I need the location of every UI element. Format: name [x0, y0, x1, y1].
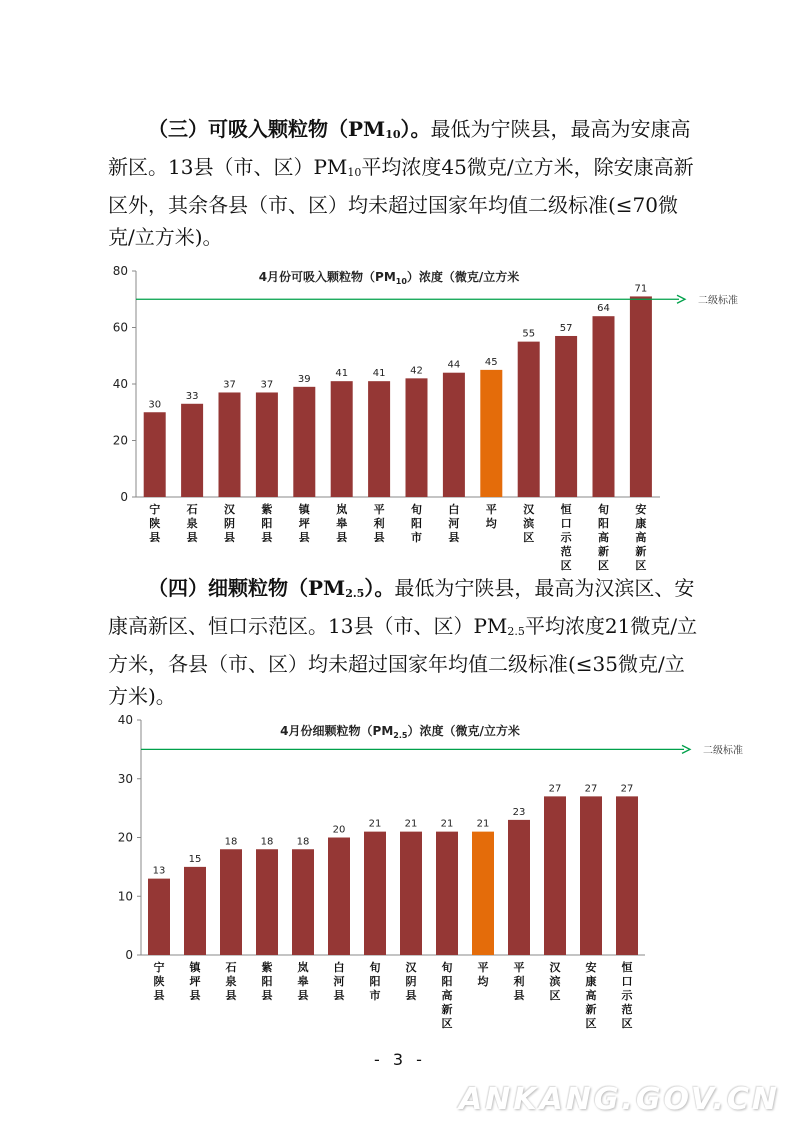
- pm25-category-label: 旬阳市: [369, 961, 381, 1002]
- pm10-data-label: 42: [410, 365, 423, 377]
- pm25-y-tick-label: 20: [117, 830, 133, 845]
- pm10-data-label: 41: [335, 368, 349, 380]
- pm25-data-label: 13: [152, 865, 166, 877]
- pm25-bar: [220, 849, 242, 955]
- pm25-bar: [436, 832, 458, 955]
- pm25-y-tick-label: 10: [117, 889, 133, 904]
- pm10-y-tick-label: 20: [112, 433, 128, 448]
- pm25-data-label: 21: [368, 818, 382, 830]
- pm25-category-label: 石泉县: [225, 961, 237, 1002]
- page-number: - 3 -: [374, 1050, 426, 1069]
- pm25-chart-title: 4月份细颗粒物$(PM_{2.5})$浓度（微克/立方米: [280, 724, 520, 740]
- pm10-data-label: 71: [634, 283, 648, 295]
- pm10-category-label: 镇坪县: [298, 503, 310, 544]
- pm25-bar: [544, 796, 566, 955]
- pm10-data-label: 45: [484, 356, 498, 368]
- pm10-category-label: 石泉县: [186, 503, 198, 544]
- pm10-category-label: 平利县: [373, 503, 385, 544]
- pm10-category-label: 平均: [485, 503, 497, 530]
- pm25-category-label: 岚皋县: [297, 961, 309, 1002]
- pm25-category-label: 汉滨区: [549, 961, 561, 1002]
- pm25-category-label: 宁陕县: [153, 961, 165, 1002]
- pm10-data-label: 39: [297, 373, 311, 385]
- pm25-data-label: 15: [188, 853, 202, 865]
- pm10-y-tick-label: 40: [112, 377, 128, 391]
- pm25-category-label: 镇坪县: [189, 961, 201, 1002]
- pm25-standard-label: 二级标准: [703, 745, 743, 757]
- pm10-category-label: 白河县: [448, 503, 460, 544]
- pm25-bar: [508, 820, 530, 955]
- pm10-data-label: 55: [522, 328, 536, 340]
- pm10-data-label: 37: [223, 379, 236, 391]
- pm10-data-label: 37: [260, 379, 274, 391]
- section-pm10-text-1: 最低为宁陕县，最高为安康高新区。13县（市、区）PM: [108, 117, 691, 179]
- pm25-category-label: 汉阴县: [405, 961, 417, 1002]
- section-pm10-heading: （三）可吸入颗粒物（PM10）。: [148, 117, 431, 141]
- pm10-category-label: 宁陕县: [149, 503, 161, 544]
- pm25-bar: [472, 832, 494, 955]
- pm10-category-label: 安康高新区: [635, 503, 647, 572]
- site-watermark: ANKANG.GOV.CN: [458, 1082, 780, 1117]
- pm25-y-tick-label: 30: [117, 771, 133, 786]
- pm25-category-label: 紫阳县: [261, 961, 273, 1002]
- pm10-chart-title: 4月份可吸入颗粒物$(PM_{10})$浓度（微克/立方米: [258, 270, 520, 286]
- section-pm10-text-2: 平均浓度45微克/立方米，除安康高新区外，其余各县（市、区）均未超过国家年均值二级标准(≤70微克/立方米)。: [108, 155, 694, 249]
- pm10-category-label: 恒口示范区: [560, 503, 572, 572]
- pm10-y-tick-label: 60: [112, 320, 128, 335]
- pm25-bar: [256, 849, 278, 955]
- pm10-category-label: 旬阳市: [411, 503, 422, 544]
- pm25-category-label: 平均: [477, 961, 489, 988]
- pm10-standard-label: 二级标准: [698, 295, 738, 307]
- pm10-data-label: 33: [185, 390, 199, 402]
- pm25-bar: [400, 832, 422, 955]
- pm25-category-label: 白河县: [333, 961, 345, 1002]
- section-pm25-text-2: 平均浓度21微克/立方米，各县（市、区）均未超过国家年均值二级标准(≤35微克/立方米)。: [108, 614, 698, 708]
- pm25-data-label: 21: [476, 818, 490, 830]
- pm25-y-tick-label: 0: [125, 948, 133, 962]
- pm25-category-label: 旬阳高新区: [441, 961, 453, 1030]
- pm25-bar: [364, 832, 386, 955]
- pm25-bar: [184, 867, 206, 955]
- section-pm25-text-sub: 2.5: [507, 625, 525, 638]
- pm10-y-tick-label: 80: [112, 264, 128, 278]
- pm25-y-tick-label: 40: [117, 713, 133, 727]
- pm25-data-label: 27: [548, 783, 562, 795]
- pm25-bar: [580, 796, 602, 955]
- pm25-data-label: 23: [512, 806, 526, 818]
- pm10-data-label: 64: [597, 303, 610, 315]
- pm25-data-label: 21: [404, 818, 418, 830]
- pm25-data-label: 27: [584, 783, 598, 795]
- pm25-data-label: 18: [260, 836, 274, 848]
- pm25-bar: [616, 796, 638, 955]
- pm25-data-label: 18: [296, 836, 310, 848]
- section-pm25-heading: （四）细颗粒物（PM2.5）。: [148, 576, 395, 600]
- pm25-data-label: 21: [440, 818, 454, 830]
- pm25-category-label: 平利县: [513, 961, 525, 1002]
- pm25-data-label: 20: [332, 824, 346, 836]
- pm10-category-label: 汉滨区: [523, 503, 535, 544]
- section-pm10-text-sub: 10: [347, 166, 362, 179]
- pm10-data-label: 30: [148, 399, 162, 411]
- pm25-bar: [328, 838, 350, 956]
- pm10-y-tick-label: 0: [120, 490, 128, 504]
- pm25-bar: [148, 879, 170, 955]
- pm10-category-label: 旬阳高新区: [598, 503, 609, 572]
- pm10-category-label: 汉阴县: [224, 503, 235, 544]
- pm25-category-label: 安康高新区: [585, 961, 597, 1030]
- pm10-category-label: 岚皋县: [336, 503, 348, 544]
- pm25-bar: [292, 849, 314, 955]
- pm25-category-label: 恒口示范区: [621, 961, 633, 1030]
- pm10-data-label: 44: [447, 359, 461, 371]
- pm10-category-label: 紫阳县: [261, 503, 273, 544]
- pm25-data-label: 18: [224, 836, 238, 848]
- pm25-data-label: 27: [620, 783, 634, 795]
- section-pm25-text-1: 最低为宁陕县，最高为汉滨区、安康高新区、恒口示范区。13县（市、区）PM: [108, 576, 695, 638]
- pm10-data-label: 41: [372, 368, 386, 380]
- pm10-data-label: 57: [559, 322, 573, 334]
